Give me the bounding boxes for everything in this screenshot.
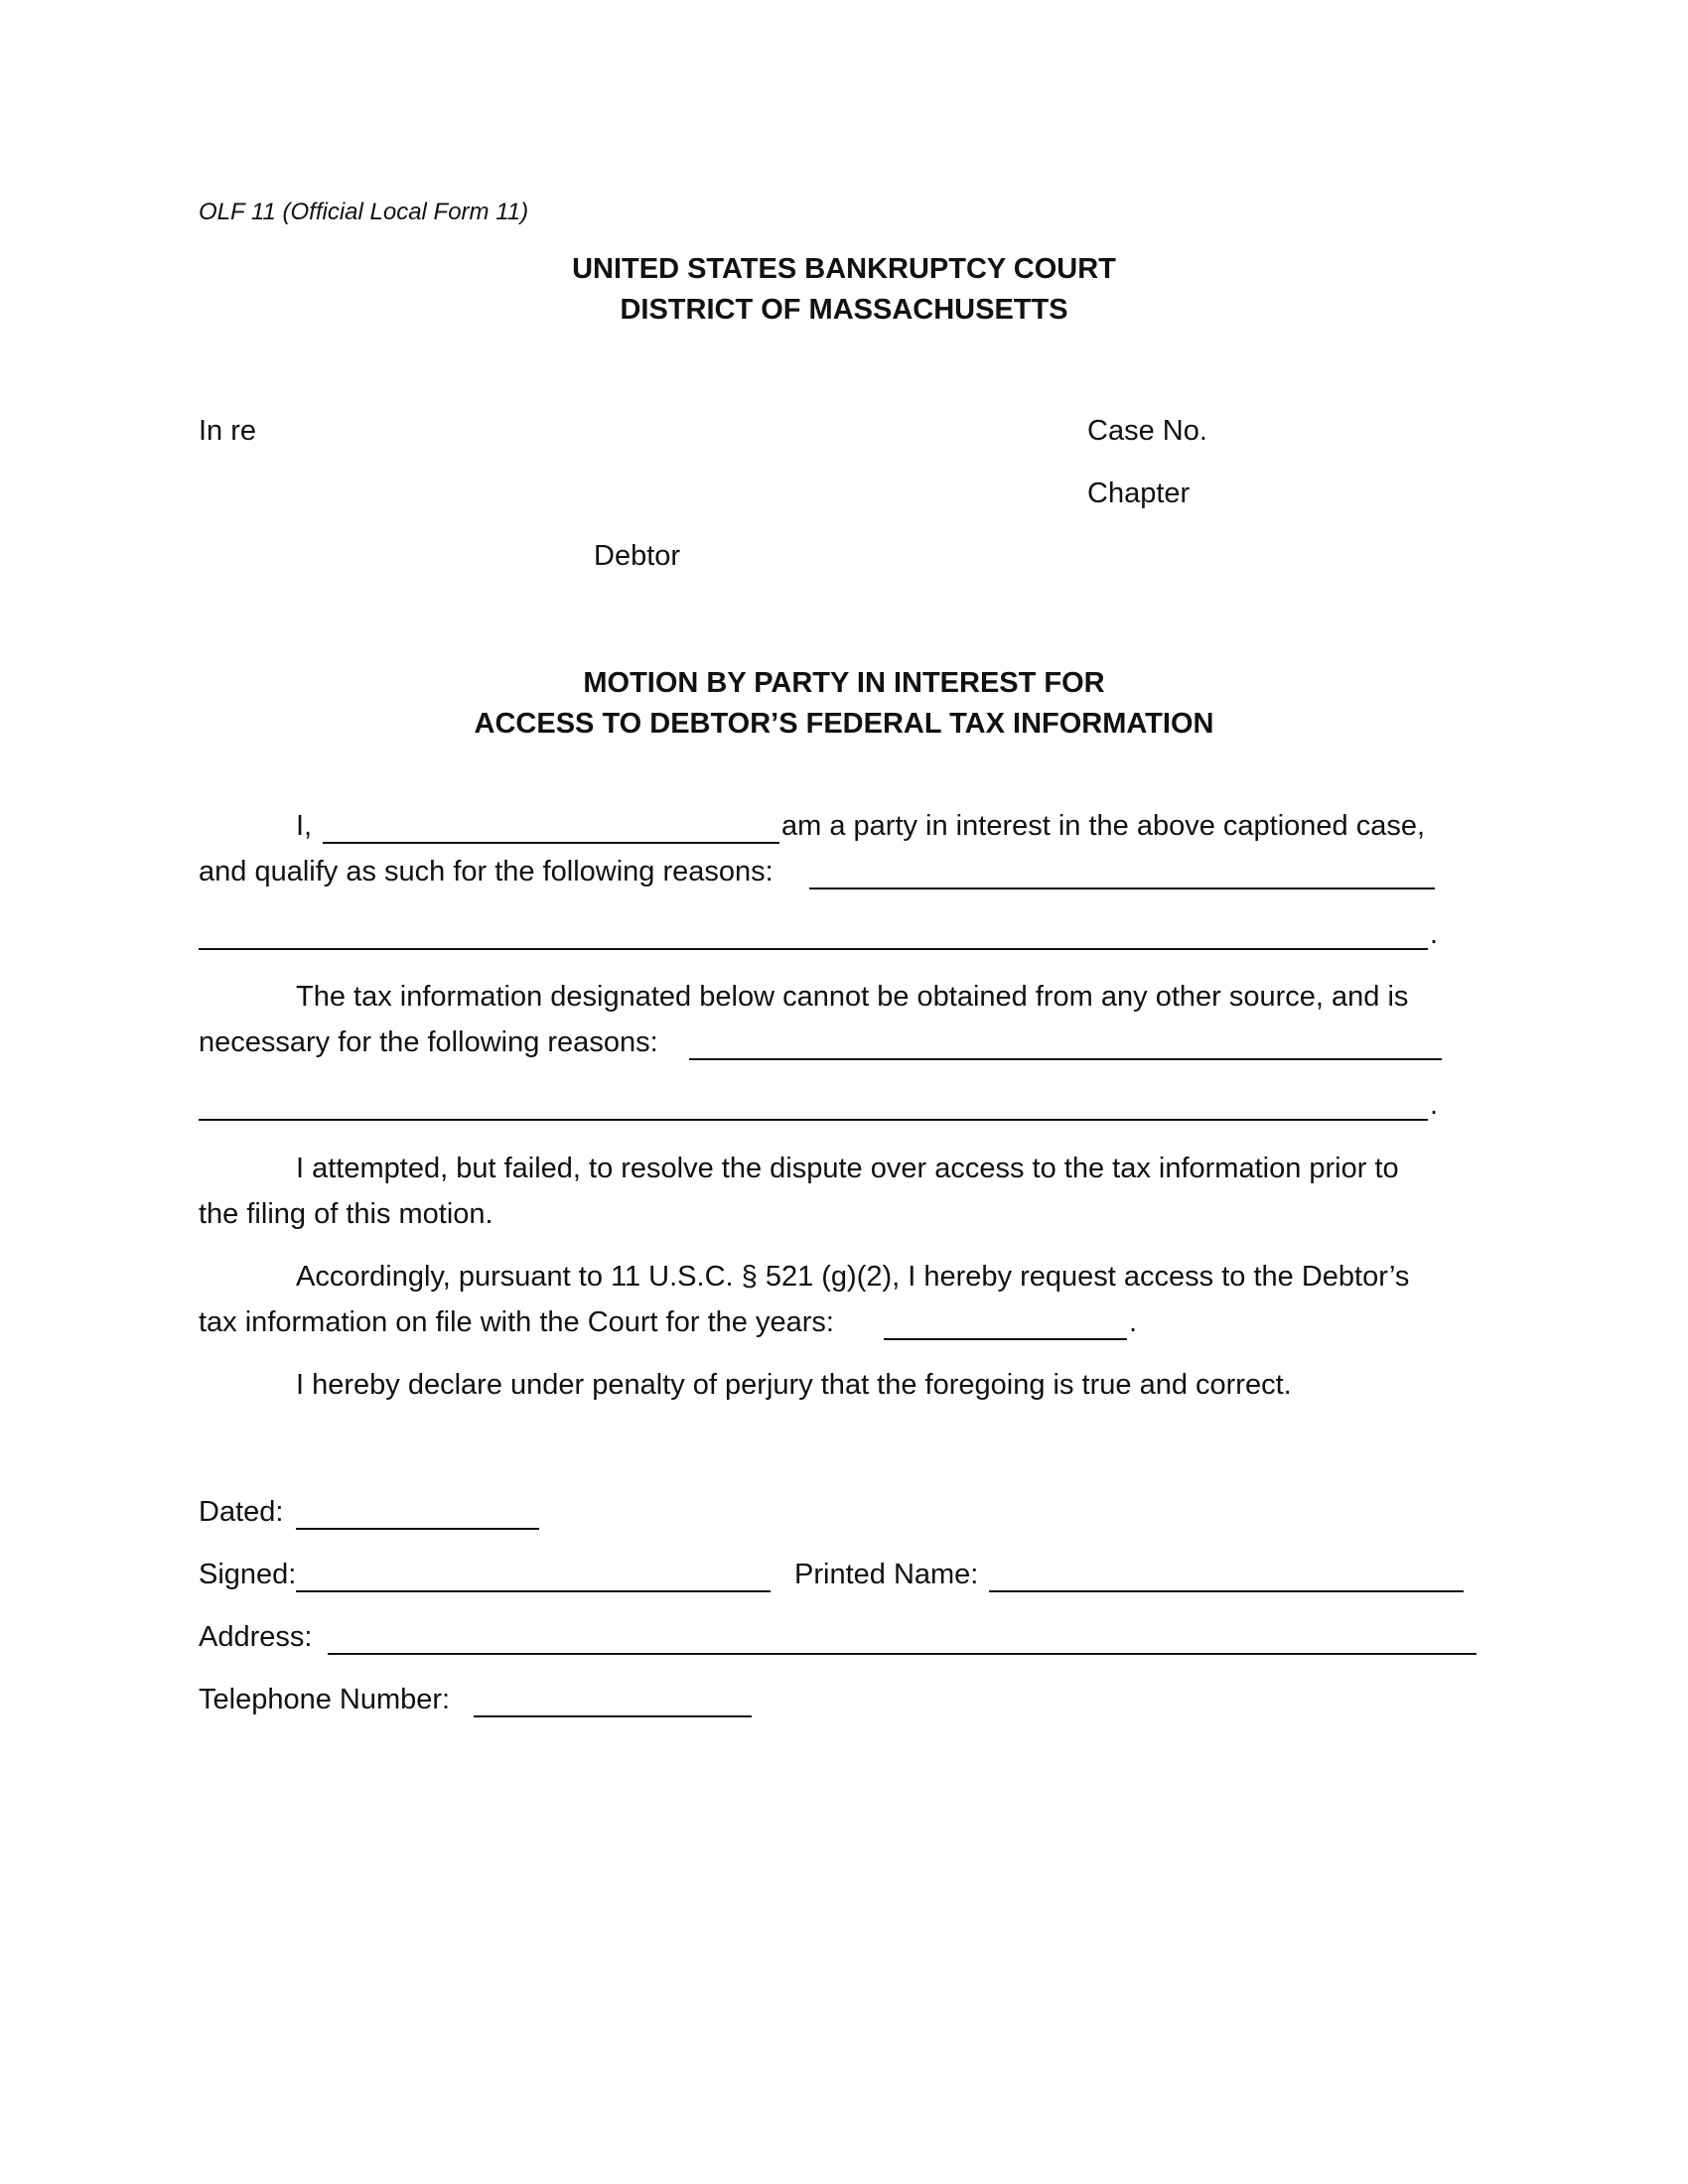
party-name-blank[interactable] xyxy=(323,842,779,844)
in-re-label: In re xyxy=(199,415,257,447)
debtor-label: Debtor xyxy=(594,540,681,572)
p2-text-a: The tax information designated below cannot be obtained from any other source, and is xyxy=(296,981,1409,1013)
address-blank[interactable] xyxy=(328,1653,1477,1655)
period-3: . xyxy=(1129,1306,1138,1338)
necessity-blank-2[interactable] xyxy=(199,1119,1428,1121)
printed-name-label: Printed Name: xyxy=(794,1559,979,1590)
printed-name-blank[interactable] xyxy=(989,1590,1464,1592)
signed-label: Signed: xyxy=(199,1559,297,1590)
chapter-label: Chapter xyxy=(1087,478,1191,509)
form-identifier: OLF 11 (Official Local Form 11) xyxy=(199,199,529,225)
telephone-blank[interactable] xyxy=(474,1715,752,1717)
signed-blank[interactable] xyxy=(296,1590,771,1592)
p1-text-b: and qualify as such for the following reasons: xyxy=(199,856,774,887)
p1-text-a: am a party in interest in the above captioned case, xyxy=(781,810,1426,842)
necessity-blank-1[interactable] xyxy=(689,1058,1442,1060)
dated-label: Dated: xyxy=(199,1496,284,1528)
motion-title-line1: MOTION BY PARTY IN INTEREST FOR xyxy=(583,667,1105,699)
motion-title-line2: ACCESS TO DEBTOR’S FEDERAL TAX INFORMATION xyxy=(474,708,1214,740)
p4-text-a: Accordingly, pursuant to 11 U.S.C. § 521 (g)(2), I hereby request access to the Debtor’s xyxy=(296,1261,1410,1293)
tax-years-blank[interactable] xyxy=(884,1338,1127,1340)
p2-text-b: necessary for the following reasons: xyxy=(199,1026,658,1058)
court-name: UNITED STATES BANKRUPTCY COURT xyxy=(572,253,1116,285)
court-district: DISTRICT OF MASSACHUSETTS xyxy=(620,294,1068,326)
telephone-label: Telephone Number: xyxy=(199,1684,451,1715)
address-label: Address: xyxy=(199,1621,313,1653)
p1-i: I, xyxy=(296,810,313,842)
p4-text-b: tax information on file with the Court for the years: xyxy=(199,1306,834,1338)
p3-text-a: I attempted, but failed, to resolve the dispute over access to the tax information prior to xyxy=(296,1153,1399,1184)
p5-declaration: I hereby declare under penalty of perjury that the foregoing is true and correct. xyxy=(296,1369,1292,1401)
reasons-blank-1[interactable] xyxy=(809,887,1435,889)
dated-blank[interactable] xyxy=(296,1528,539,1530)
period-1: . xyxy=(1430,918,1439,950)
p3-text-b: the filing of this motion. xyxy=(199,1198,493,1230)
case-no-label: Case No. xyxy=(1087,415,1207,447)
period-2: . xyxy=(1430,1089,1439,1121)
reasons-blank-2[interactable] xyxy=(199,948,1428,950)
